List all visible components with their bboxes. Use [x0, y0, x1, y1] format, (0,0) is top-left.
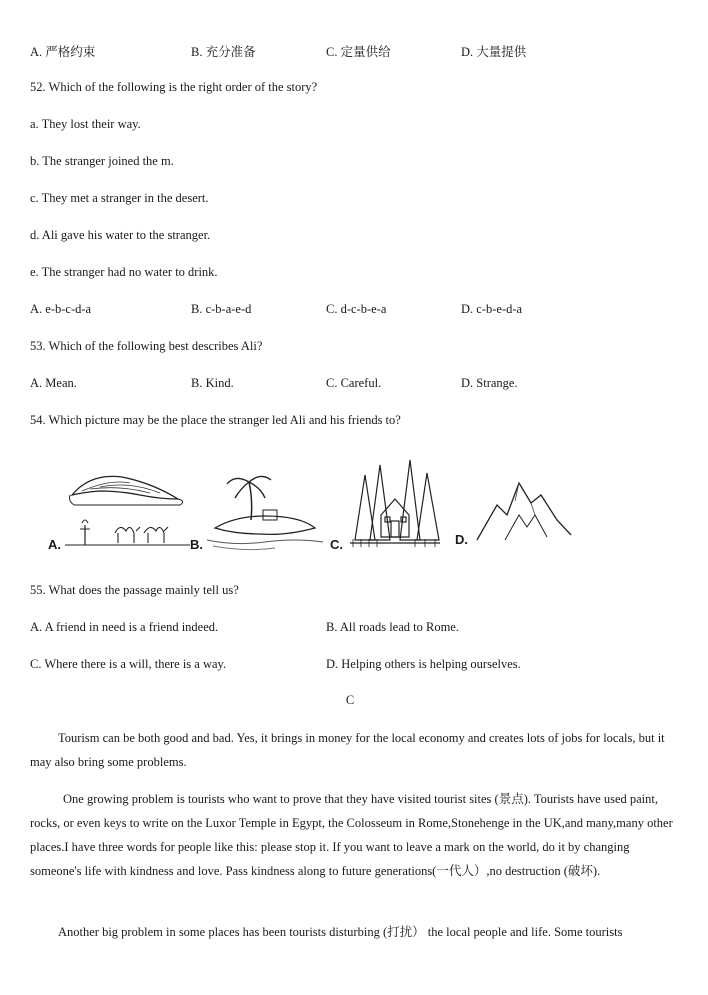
q55-option-d: D. Helping others is helping ourselves.	[326, 657, 521, 671]
q52-item-d: d. Ali gave his water to the stranger.	[30, 228, 211, 242]
picture-c-forest-house	[345, 455, 445, 550]
q51-option-b: B. 充分准备	[191, 45, 256, 59]
q52-option-c: C. d-c-b-e-a	[326, 302, 387, 316]
q55-option-a: A. A friend in need is a friend indeed.	[30, 620, 219, 634]
q52-item-a: a. They lost their way.	[30, 117, 141, 131]
q53-option-d: D. Strange.	[461, 376, 518, 390]
q52-question: 52. Which of the following is the right order of the story?	[30, 80, 318, 94]
q53-option-a: A. Mean.	[30, 376, 77, 390]
picture-label-b: B.	[190, 537, 203, 552]
q51-option-a: A. 严格约束	[30, 45, 96, 59]
passage-paragraph-1: Tourism can be both good and bad. Yes, it brings in money for the local economy and creates lots of jobs for locals, but it may also bring some problems.	[30, 731, 665, 769]
q54-question: 54. Which picture may be the place the stranger led Ali and his friends to?	[30, 413, 401, 427]
q55-option-c: C. Where there is a will, there is a way.	[30, 657, 227, 671]
q55-option-b: B. All roads lead to Rome.	[326, 620, 459, 634]
picture-label-c: C.	[330, 537, 343, 552]
q51-option-d: D. 大量提供	[461, 45, 527, 59]
q53-option-c: C. Careful.	[326, 376, 382, 390]
q52-option-b: B. c-b-a-e-d	[191, 302, 252, 316]
q55-question: 55. What does the passage mainly tell us?	[30, 583, 239, 597]
picture-a-desert-camels	[60, 465, 195, 555]
q53-question: 53. Which of the following best describes Ali?	[30, 339, 263, 353]
passage-paragraph-2: One growing problem is tourists who want to prove that they have visited tourist sites (景点). Tourists have used paint, rocks, or even keys to write on the Luxor Temple in Egypt, the Colosseum in Rome,Stonehenge in the UK,and many,many other places.I have three words for people like this: please stop it. If you want to leave a mark on the world, do it by changing someone's life with kindness and love. Pass kindness along to future generations(一代人）,no destruction (破坏).	[30, 792, 673, 878]
section-label: C	[345, 693, 355, 707]
q52-item-e: e. The stranger had no water to drink.	[30, 265, 218, 279]
picture-d-mountains	[475, 475, 580, 550]
q52-option-d: D. c-b-e-d-a	[461, 302, 523, 316]
q52-option-a: A. e-b-c-d-a	[30, 302, 92, 316]
q52-item-b: b. The stranger joined the m.	[30, 154, 174, 168]
picture-label-a: A.	[48, 537, 61, 552]
picture-b-island-palm	[205, 470, 325, 555]
q53-option-b: B. Kind.	[191, 376, 234, 390]
q51-option-c: C. 定量供给	[326, 45, 391, 59]
q52-item-c: c. They met a stranger in the desert.	[30, 191, 209, 205]
passage-paragraph-3: Another big problem in some places has been tourists disturbing (打扰） the local people and life. Some tourists	[58, 925, 623, 939]
picture-label-d: D.	[455, 532, 468, 547]
